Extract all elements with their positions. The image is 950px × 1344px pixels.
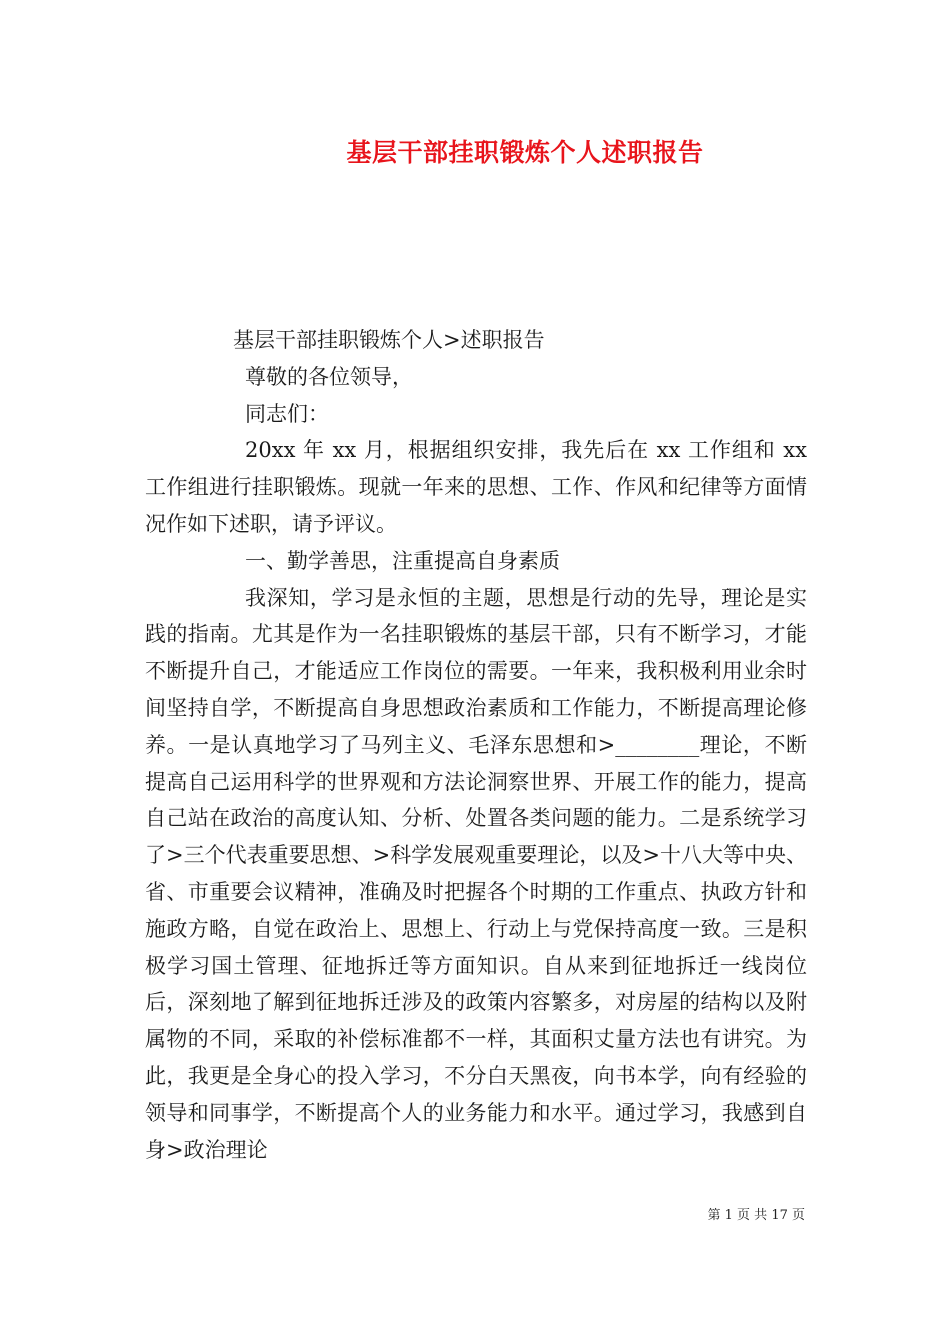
salutation-line-2: 同志们： xyxy=(245,401,329,426)
section-1-paragraph: 我深知，学习是永恒的主题，思想是行动的先导，理论是实践的指南。尤其是作为一名挂职锻炼的基层干部，只有不断学习，才能不断提升自己，才能适应工作岗位的需要。一年来，我积极利用业余时间坚持自学，不断提高自身思想政治素质和工作能力，不断提高理论修养。一是认真地学习了马列主义、毛泽东思想和>________理论，不断提高自己运用科学的世界观和方法论洞察世界、开展工作的能力，提高自己站在政治的高度认知、分析、处置各类问题的能力。二是系统学习了>三个代表重要思想、>科学发展观重要理论，以及>十八大等中央、省、市重要会议精神，准确及时把握各个时期的工作重点、执政方针和施政方略，自觉在政治上、思想上、行动上与党保持高度一致。三是积极学习国土管理、征地拆迁等方面知识。自从来到征地拆迁一线岗位后，深刻地了解到征地拆迁涉及的政策内容繁多，对房屋的结构以及附属物的不同，采取的补偿标准都不一样，其面积丈量方法也有讲究。为此，我更是全身心的投入学习，不分白天黑夜，向书本学，向有经验的领导和同事学，不断提高个人的业务能力和水平。通过学习，我感到自身>政治理论 xyxy=(145,585,807,1162)
section-1-heading: 一、勤学善思，注重提高自身素质 xyxy=(245,548,560,573)
document-title: 基层干部挂职锻炼个人述职报告 xyxy=(346,138,704,167)
intro-paragraph: 20xx 年 xx 月，根据组织安排，我先后在 xx 工作组和 xx 工作组进行挂职锻炼。现就一年来的思想、工作、作风和纪律等方面情况作如下述职，请予评议。 xyxy=(145,438,807,536)
document-body xyxy=(145,322,807,1168)
document-subtitle: 基层干部挂职锻炼个人>述职报告 xyxy=(233,328,545,352)
salutation-line-1: 尊敬的各位领导， xyxy=(245,364,413,389)
page-number-footer: 第 1 页 共 17 页 xyxy=(707,1208,805,1223)
